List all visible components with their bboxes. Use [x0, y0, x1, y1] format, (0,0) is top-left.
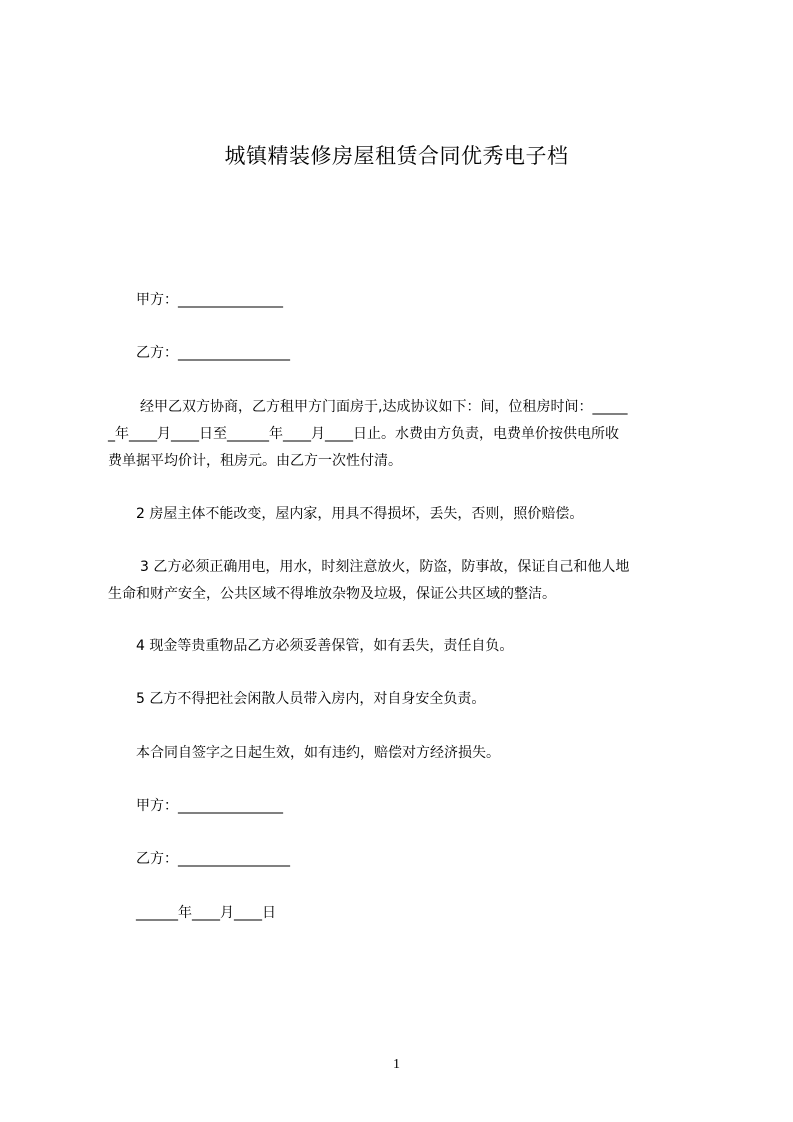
- clause-5: 5 乙方不得把社会闲散人员带入房内，对自身安全负责。: [136, 691, 486, 707]
- date-line: ______年____月____日: [136, 905, 276, 921]
- document-title: 城镇精装修房屋租赁合同优秀电子档: [224, 144, 569, 168]
- clause-3-paragraph: [108, 554, 704, 608]
- clause-3-line-2: 生命和财产安全，公共区域不得堆放杂物及垃圾，保证公共区域的整洁。: [108, 586, 556, 602]
- page-number: 1: [393, 1057, 400, 1072]
- clause-1-line-2: _年____月____日至______年____月____日止。水费由方负责，电费单价按供电所收: [108, 426, 619, 442]
- clause-3-line-1: 3 乙方必须正确用电，用水，时刻注意放火，防盗，防事故，保证自己和他人地: [140, 559, 630, 575]
- clause-1-line-1: 经甲乙双方协商，乙方租甲方门面房于,达成协议如下：间，位租房时间：_____: [140, 399, 628, 415]
- clause-1-paragraph: [108, 394, 704, 475]
- effect-clause: 本合同自签字之日起生效，如有违约，赔偿对方经济损失。: [136, 745, 500, 761]
- clause-4: 4 现金等贵重物品乙方必须妥善保管，如有丢失，责任自负。: [136, 638, 514, 654]
- party-b-signature-bottom: 乙方：________________: [136, 851, 290, 867]
- party-b-signature-top: 乙方：________________: [136, 345, 290, 361]
- party-a-signature-top: 甲方：_______________: [136, 292, 283, 308]
- clause-1-line-3: 费单据平均价计，租房元。由乙方一次性付清。: [108, 453, 402, 469]
- party-a-signature-bottom: 甲方：_______________: [136, 798, 283, 814]
- clause-2: 2 房屋主体不能改变，屋内家，用具不得损坏，丢失，否则，照价赔偿。: [136, 506, 584, 522]
